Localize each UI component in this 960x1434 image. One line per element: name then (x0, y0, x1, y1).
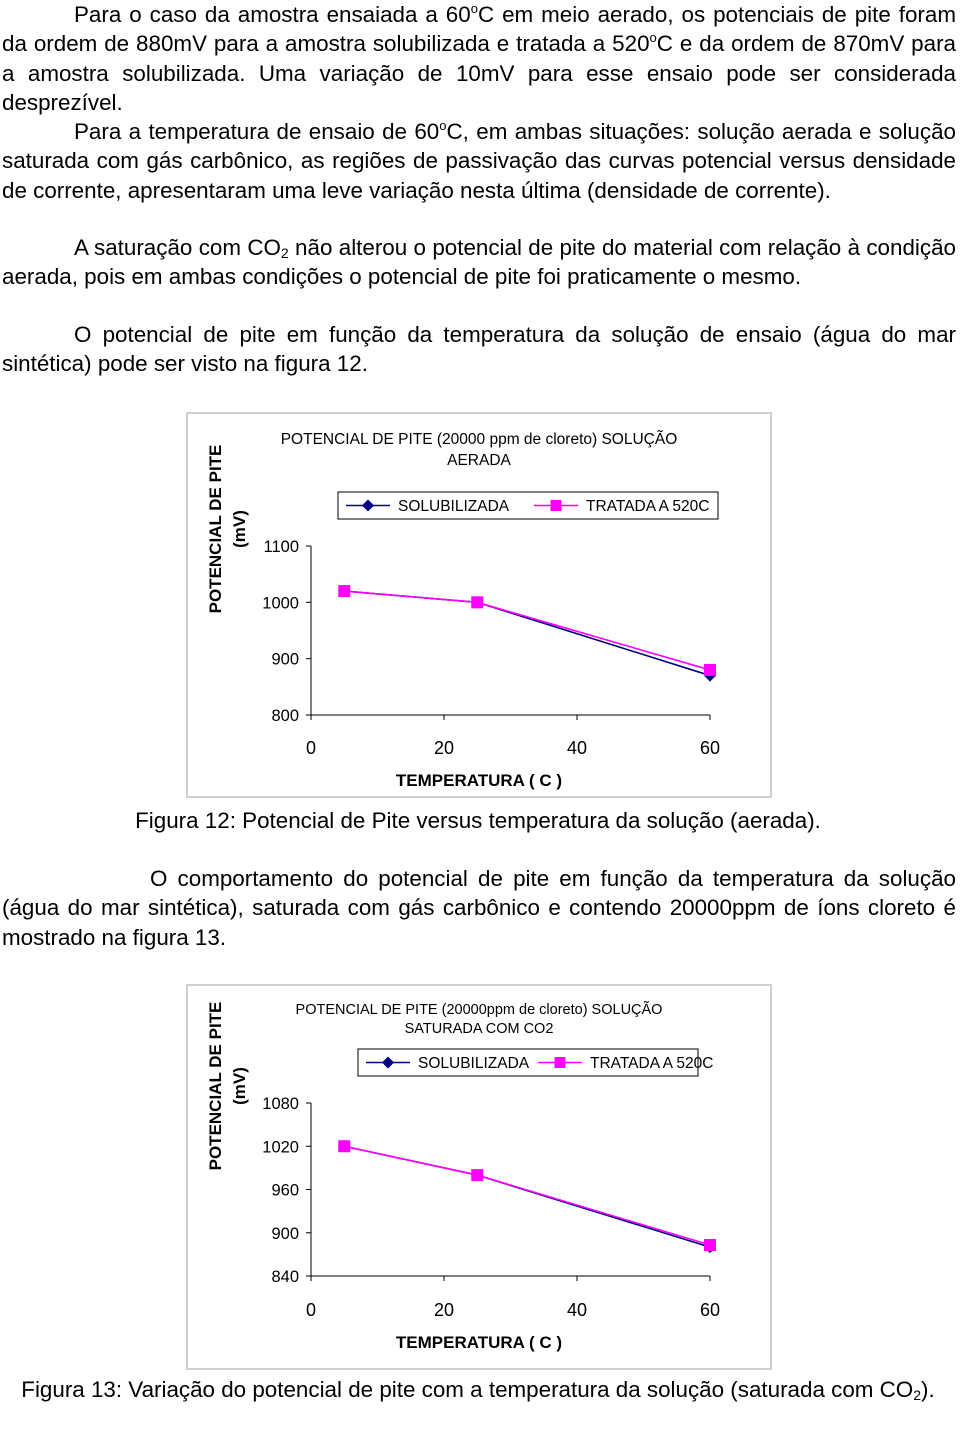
figure-12-caption-text: Figura 12: Potencial de Pite versus temperatura da solução (aerada). (135, 808, 821, 833)
figure-13-chart-frame (186, 984, 772, 1370)
chart-title: POTENCIAL DE PITE (20000 ppm de cloreto) SOLUÇÃO (280, 431, 678, 448)
x-tick-label: 20 (433, 738, 455, 758)
chart-title: POTENCIAL DE PITE (20000ppm de cloreto) SOLUÇÃO (295, 1002, 663, 1018)
figure-12-chart-frame (186, 412, 772, 798)
paragraph-1 (2, 0, 956, 117)
y-tick-label: 1100 (263, 538, 299, 556)
x-tick-label: 0 (305, 1300, 317, 1320)
data-point-square (704, 1239, 716, 1251)
series-line-solubilizada (344, 591, 710, 676)
y-axis-label: (mV) (230, 1067, 249, 1105)
x-tick-label: 60 (699, 1300, 721, 1320)
degree-superscript: o (439, 118, 447, 133)
chart-title: AERADA (447, 452, 511, 469)
figure-13-caption (0, 1375, 956, 1404)
paragraph-4-text: O potencial de pite em função da temperatura da solução de ensaio (água do mar sintética) pode ser visto na figura 12. (2, 322, 956, 377)
chart-title: SATURADA COM CO2 (404, 1021, 554, 1037)
paragraph-2-text-b: C, em ambas situações: solução aerada e solução saturada com gás carbônico, as regiões de passivação das curvas potencial versus densidade de corrente, apresentaram uma leve variação nesta última (densidade de corrente). (2, 119, 956, 203)
paragraph-3-text-b: não alterou o potencial de pite do material com relação à condição aerada, pois em ambas condições o potencial de pite foi praticamente o mesmo. (2, 235, 956, 290)
data-point-square (338, 585, 350, 597)
paragraph-3 (2, 233, 956, 292)
y-tick-label: 960 (271, 1181, 299, 1200)
paragraph-2-text-a: Para a temperatura de ensaio de 60 (74, 119, 440, 144)
y-tick-label: 1000 (262, 594, 299, 613)
legend-label: TRATADA A 520C (586, 498, 710, 515)
y-tick-label: 900 (271, 650, 299, 669)
degree-superscript: o (470, 1, 478, 16)
paragraph-5-text: O comportamento do potencial de pite em função da temperatura da solução (água do mar sintética), saturada com gás carbônico e contendo 20000ppm de íons cloreto é mostrado na figura 13. (2, 866, 956, 950)
legend-label: SOLUBILIZADA (398, 498, 510, 515)
y-tick-label: 800 (271, 707, 299, 725)
series-line-solubilizada (344, 1146, 710, 1247)
figure-13-caption-text-a: Figura 13: Variação do potencial de pite com a temperatura da solução (saturada com CO (21, 1377, 914, 1402)
degree-superscript: o (649, 30, 657, 46)
legend-square-marker (555, 1057, 566, 1068)
paragraph-2 (2, 117, 956, 205)
y-axis-label: POTENCIAL DE PITE (206, 444, 225, 614)
paragraph-5 (2, 864, 956, 952)
y-axis-label: POTENCIAL DE PITE (206, 1001, 225, 1171)
figure-12-chart (188, 414, 770, 796)
subscript: 2 (280, 245, 289, 261)
paragraph-1-text-b: C em meio aerado, os potenciais de pite foram da ordem de 880mV para a amostra solubilizada e tratada a 520 (2, 2, 956, 57)
subscript: 2 (913, 1387, 922, 1403)
figure-13-chart (188, 986, 770, 1368)
paragraph-1-text-a: Para o caso da amostra ensaiada a 60 (74, 2, 471, 27)
y-tick-label: 900 (271, 1224, 299, 1243)
data-point-square (471, 596, 483, 608)
paragraph-3-text-a: A saturação com CO (74, 235, 281, 260)
y-tick-label: 840 (271, 1268, 299, 1286)
figure-12-caption (0, 806, 956, 835)
x-axis-label: TEMPERATURA ( C ) (395, 1333, 563, 1352)
figure-13-caption-text-b: ). (921, 1377, 935, 1402)
data-point-square (338, 1140, 350, 1152)
y-tick-label: 1020 (262, 1138, 299, 1157)
legend-label: SOLUBILIZADA (418, 1055, 530, 1072)
data-point-square (704, 664, 716, 676)
paragraph-4 (2, 320, 956, 379)
legend-square-marker (551, 500, 562, 511)
x-tick-label: 20 (433, 1300, 455, 1320)
x-tick-label: 40 (566, 1300, 588, 1320)
y-tick-label: 1080 (262, 1095, 299, 1113)
x-tick-label: 40 (566, 738, 588, 758)
x-axis-label: TEMPERATURA ( C ) (395, 771, 563, 790)
x-tick-label: 0 (305, 738, 317, 758)
x-tick-label: 60 (699, 738, 721, 758)
paragraph-1-text-c: C e da ordem de 870mV para a amostra solubilizada. Uma variação de 10mV para esse ensaio pode ser considerada desprezível. (2, 31, 956, 115)
data-point-square (471, 1169, 483, 1181)
legend-label: TRATADA A 520C (590, 1055, 714, 1072)
y-axis-label: (mV) (230, 510, 249, 548)
